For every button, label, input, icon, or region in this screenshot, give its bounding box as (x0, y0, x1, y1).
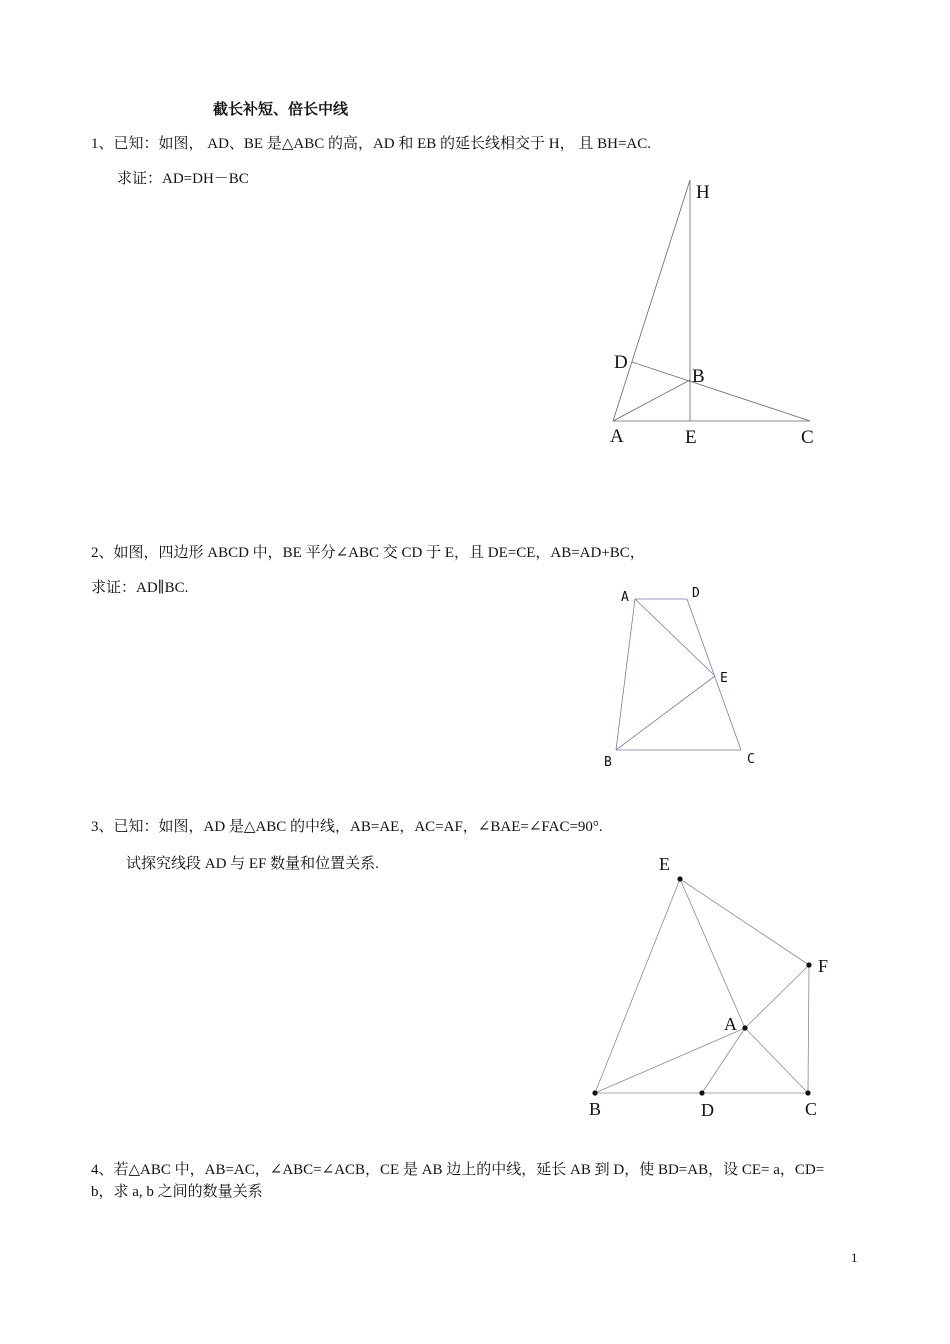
problem-1-goal: 求证：AD=DH－BC (117, 171, 249, 187)
line-ah (613, 180, 690, 421)
point-b (592, 1090, 597, 1095)
line-dc (632, 362, 810, 421)
problem-4-question: b，求 a, b 之间的数量关系 (91, 1184, 263, 1200)
label-e: E (659, 854, 670, 874)
label-e: E (720, 671, 728, 686)
problem-1-figure (600, 170, 840, 455)
line-fa (745, 965, 809, 1028)
point-f (806, 962, 811, 967)
problem-3-figure (585, 850, 835, 1120)
label-b: B (692, 366, 705, 387)
problem-2-statement: 2、如图，四边形 ABCD 中，BE 平分∠ABC 交 CD 于 E，且 DE=CE，AB=AD+BC， (91, 545, 645, 561)
label-c: C (805, 1099, 818, 1119)
problem-4-statement: 4、若△ABC 中，AB=AC，∠ABC=∠ACB，CE 是 AB 边上的中线，延长 AB 到 D，使 BD=AB，设 CE= a，CD= (91, 1162, 825, 1178)
line-ea (680, 879, 745, 1028)
problem-1-statement: 1、已知：如图， AD、BE 是△ABC 的高，AD 和 EB 的延长线相交于 H， 且 BH=AC. (91, 136, 652, 152)
label-a: A (724, 1014, 737, 1034)
problem-3-goal: 试探究线段 AD 与 EF 数量和位置关系. (126, 856, 379, 872)
label-b: B (604, 755, 612, 770)
label-b: B (589, 1099, 602, 1119)
line-ac (745, 1028, 808, 1093)
label-f: F (818, 956, 829, 976)
label-a: A (610, 426, 624, 447)
problem-2-goal: 求证：AD∥BC. (91, 580, 189, 596)
point-a (742, 1025, 747, 1030)
label-a: A (621, 590, 629, 605)
line-ba (595, 1028, 745, 1093)
page-number: 1 (851, 1250, 858, 1265)
line-ae (635, 599, 715, 676)
line-ef (680, 879, 809, 965)
point-d (699, 1090, 704, 1095)
point-e (677, 876, 682, 881)
problem-2-figure (600, 580, 755, 775)
label-e: E (685, 427, 697, 448)
label-c: C (801, 427, 814, 448)
line-eb (595, 879, 680, 1093)
point-c (805, 1090, 810, 1095)
line-ab (616, 599, 635, 750)
label-d: D (614, 352, 628, 373)
problem-3-statement: 3、已知：如图，AD 是△ABC 的中线，AB=AE，AC=AF，∠BAE=∠FAC=90°. (91, 819, 603, 835)
label-d: D (692, 586, 700, 601)
label-h: H (696, 182, 710, 203)
line-fc (808, 965, 809, 1093)
label-c: C (747, 752, 755, 767)
line-be (616, 676, 715, 750)
label-d: D (701, 1100, 714, 1120)
page-title: 截长补短、倍长中线 (213, 102, 349, 118)
